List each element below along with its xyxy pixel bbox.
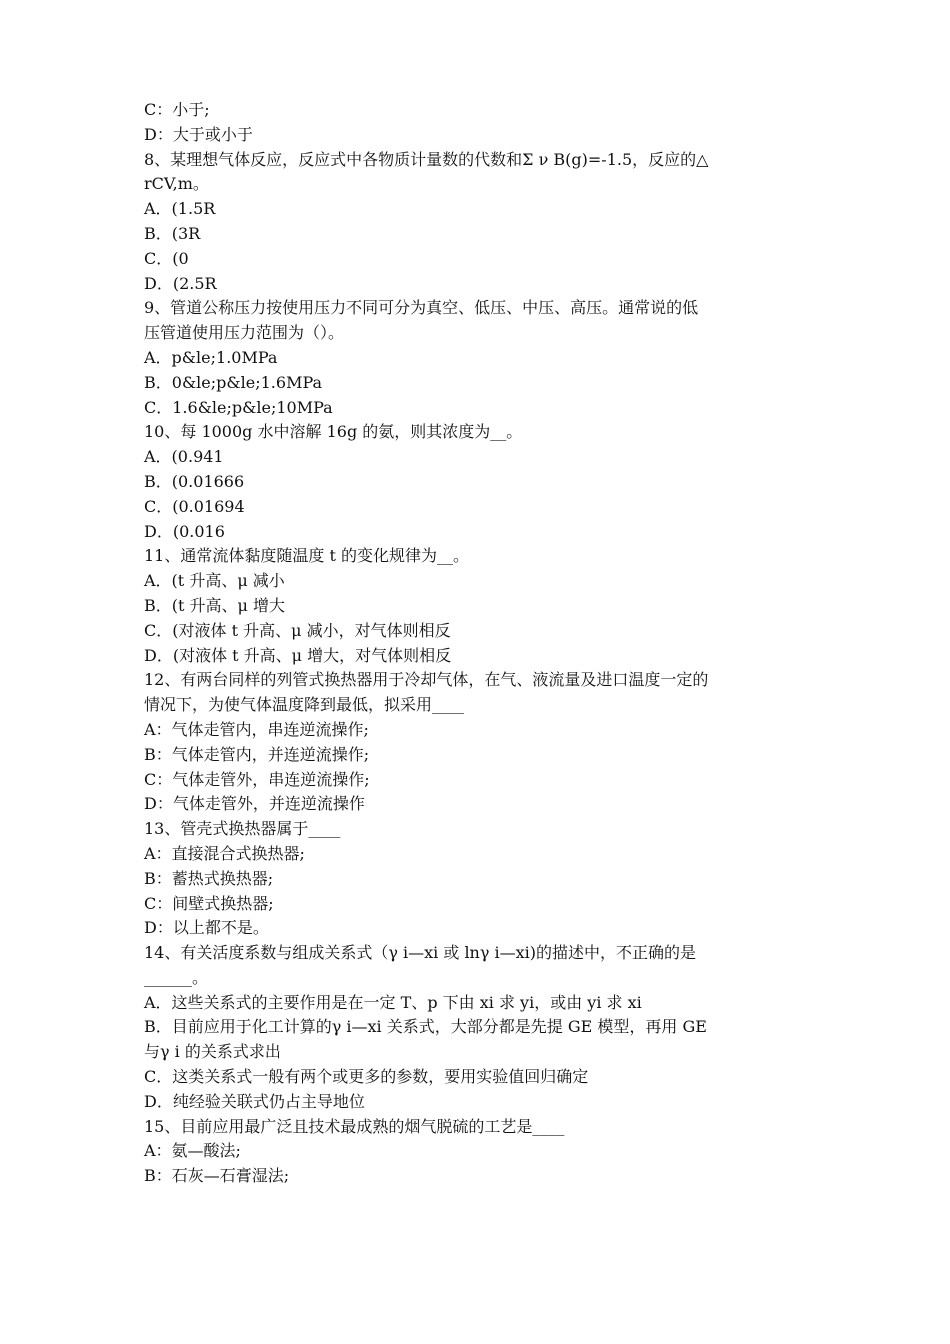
q12-option-b: B：气体走管内，并连逆流操作; bbox=[144, 744, 370, 764]
q9-option-a: A．p&le;1.0MPa bbox=[144, 347, 278, 367]
question-9-text-cont: 压管道使用压力范围为（）。 bbox=[144, 323, 345, 343]
q13-option-d: D：以上都不是。 bbox=[144, 918, 269, 938]
question-15-text: 15、目前应用最广泛且技术最成熟的烟气脱硫的工艺是____ bbox=[144, 1116, 565, 1136]
q8-option-b: B．(3R bbox=[144, 223, 201, 243]
q8-option-a: A．(1.5R bbox=[144, 199, 216, 219]
q15-option-a: A：氨—酸法; bbox=[144, 1141, 241, 1161]
q13-option-c: C：间壁式换热器; bbox=[144, 893, 274, 913]
q8-option-c: C．(0 bbox=[144, 248, 189, 268]
q8-option-d: D．(2.5R bbox=[144, 273, 217, 293]
question-10-text: 10、每 1000g 水中溶解 16g 的氨，则其浓度为__。 bbox=[144, 422, 523, 442]
q11-option-c: C．(对液体 t 升高、μ 减小，对气体则相反 bbox=[144, 620, 451, 640]
q12-option-a: A：气体走管内，串连逆流操作; bbox=[144, 719, 369, 739]
q13-option-b: B：蓄热式换热器; bbox=[144, 868, 274, 888]
q12-option-d: D：气体走管外，并连逆流操作 bbox=[144, 794, 365, 814]
q10-option-d: D．(0.016 bbox=[144, 521, 225, 541]
q12-option-c: C：气体走管外，串连逆流操作; bbox=[144, 769, 370, 789]
q10-option-a: A．(0.941 bbox=[144, 447, 224, 467]
q13-option-a: A：直接混合式换热器; bbox=[144, 843, 305, 863]
document-page bbox=[144, 98, 808, 1189]
question-12-text: 12、有两台同样的列管式换热器用于冷却气体，在气、液流量及进口温度一定的 bbox=[144, 670, 709, 690]
question-14-text: 14、有关活度系数与组成关系式（γ i—xi 或 lnγ i—xi)的描述中，不正确的是 bbox=[144, 943, 697, 963]
question-8-text: 8、某理想气体反应，反应式中各物质计量数的代数和Σ ν B(g)=-1.5，反应的△ bbox=[144, 149, 709, 169]
option-d-line: D：大于或小于 bbox=[144, 124, 253, 144]
question-12-text-cont: 情况下，为使气体温度降到最低，拟采用____ bbox=[144, 695, 465, 715]
q11-option-b: B．(t 升高、μ 增大 bbox=[144, 595, 286, 615]
q9-option-b: B．0&le;p&le;1.6MPa bbox=[144, 372, 323, 392]
q14-option-c: C．这类关系式一般有两个或更多的参数，要用实验值回归确定 bbox=[144, 1067, 589, 1087]
q14-option-b: B．目前应用于化工计算的γ i—xi 关系式，大部分都是先提 GE 模型，再用 GE bbox=[144, 1017, 707, 1037]
q14-option-a: A．这些关系式的主要作用是在一定 T、p 下由 xi 求 yi，或由 yi 求 xi bbox=[144, 992, 642, 1012]
question-13-text: 13、管壳式换热器属于____ bbox=[144, 819, 341, 839]
q11-option-a: A．(t 升高、μ 减小 bbox=[144, 571, 285, 591]
question-11-text: 11、通常流体黏度随温度 t 的变化规律为__。 bbox=[144, 546, 469, 566]
question-14-text-cont: ______。 bbox=[144, 967, 209, 987]
q10-option-b: B．(0.01666 bbox=[144, 471, 245, 491]
q10-option-c: C．(0.01694 bbox=[144, 496, 245, 516]
q15-option-b: B：石灰—石膏湿法; bbox=[144, 1166, 290, 1186]
q14-option-d: D．纯经验关联式仍占主导地位 bbox=[144, 1091, 365, 1111]
q9-option-c: C．1.6&le;p&le;10MPa bbox=[144, 397, 333, 417]
q11-option-d: D．(对液体 t 升高、μ 增大，对气体则相反 bbox=[144, 645, 452, 665]
q14-option-b-cont: 与γ i 的关系式求出 bbox=[144, 1042, 281, 1062]
question-8-text-cont: rCV,m。 bbox=[144, 174, 209, 194]
option-c-line: C：小于; bbox=[144, 100, 210, 119]
question-9-text: 9、管道公称压力按使用压力不同可分为真空、低压、中压、高压。通常说的低 bbox=[144, 298, 699, 318]
